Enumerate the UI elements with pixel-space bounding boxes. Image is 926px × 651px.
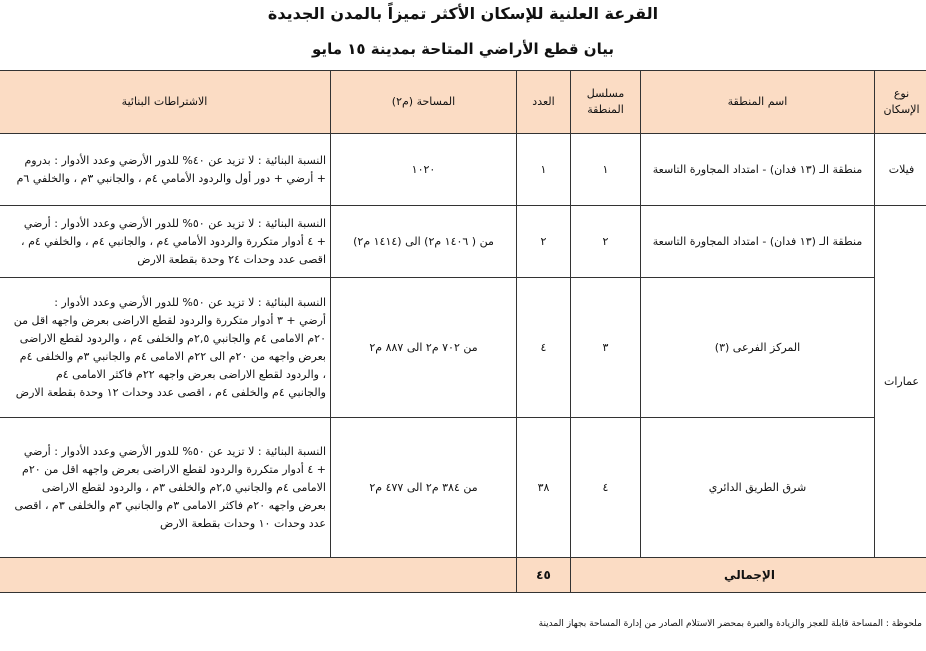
plots-table bbox=[0, 70, 926, 593]
condition-line: الامامى ٤م والجانبي ٢,٥م والخلفى ٣م ، والردود لقطع الاراضى bbox=[41, 480, 326, 494]
header-region-serial: مسلسل المنطقة bbox=[571, 71, 641, 134]
header-count: العدد bbox=[517, 71, 571, 134]
count-cell: ٤ bbox=[517, 278, 571, 418]
conditions-cell bbox=[0, 418, 331, 558]
condition-line: عدد وحدات ١٠ وحدات بقطعة الارض bbox=[160, 516, 326, 530]
condition-line: النسبة البنائية : لا تزيد عن ٤٠% للدور الأرضي وعدد الأدوار : بدروم bbox=[24, 153, 326, 167]
area-cell: من ٣٨٤ م٢ الى ٤٧٧ م٢ bbox=[331, 418, 517, 558]
condition-line: + ٤ أدوار متكررة والردود الأمامي ٤م ، والجانبي ٤م ، والخلفي ٤م ، bbox=[21, 234, 326, 248]
serial-cell: ٢ bbox=[571, 206, 641, 278]
serial-cell: ٤ bbox=[571, 418, 641, 558]
serial-cell: ٣ bbox=[571, 278, 641, 418]
total-label: الإجمالي bbox=[571, 558, 926, 593]
condition-line: اقصى عدد وحدات ٢٤ وحدة بقطعة الارض bbox=[137, 252, 326, 266]
condition-line: النسبة البنائية : لا تزيد عن ٥٠% للدور الأرضي وعدد الأدوار : أرضي bbox=[23, 444, 326, 458]
page-subtitle: بيان قطع الأراضي المتاحة بمدينة ١٥ مايو bbox=[312, 40, 614, 58]
condition-line: النسبة البنائية : لا تزيد عن ٥٠% للدور الأرضي وعدد الأدوار : bbox=[54, 295, 326, 309]
region-name-cell: شرق الطريق الدائري bbox=[641, 418, 875, 558]
region-name-cell: المركز الفرعى (٣) bbox=[641, 278, 875, 418]
header-housing-type: نوع الإسكان bbox=[875, 71, 926, 134]
condition-line: أرضي + ٣ أدوار متكررة والردود لقطع الاراضى بعرض واجهه اقل من bbox=[13, 313, 326, 327]
serial-cell: ١ bbox=[571, 134, 641, 206]
area-cell: من ٧٠٢ م٢ الى ٨٨٧ م٢ bbox=[331, 278, 517, 418]
condition-line: النسبة البنائية : لا تزيد عن ٥٠% للدور الأرضي وعدد الأدوار : أرضي bbox=[23, 216, 326, 230]
header-region-name: اسم المنطقة bbox=[641, 71, 875, 134]
housing-type-cell: فيلات bbox=[875, 134, 926, 206]
condition-line: ٢٠م الامامى ٤م والجانبي ٢,٥م والخلفى ٤م ، والردود لقطع الاراضى bbox=[19, 331, 326, 345]
count-cell: ٣٨ bbox=[517, 418, 571, 558]
table-row bbox=[0, 278, 926, 418]
condition-line: والجانبي ٤م والخلفى ٤م ، اقصى عدد وحدات ١٢ وحدة بقطعة الارض bbox=[15, 385, 326, 399]
table-row bbox=[0, 206, 926, 278]
conditions-cell bbox=[0, 134, 331, 206]
condition-line: ، والردود لقطع الاراضى بعرض واجهه ٢٢م فاكثر الامامى ٤م bbox=[55, 367, 326, 381]
conditions-cell bbox=[0, 206, 331, 278]
count-cell: ١ bbox=[517, 134, 571, 206]
area-cell: من ( ١٤٠٦ م٢) الى (١٤١٤ م٢) bbox=[331, 206, 517, 278]
condition-line: + ٤ أدوار متكررة والردود لقطع الاراضى بعرض واجهه اقل من ٢٠م bbox=[22, 462, 326, 476]
condition-line: + أرضي + دور أول والردود الأمامي ٤م ، والجانبي ٣م ، والخلفي ٦م bbox=[16, 171, 326, 185]
footnote: ملحوظة : المساحة قابلة للعجز والزيادة والعبرة بمحضر الاستلام الصادر من إدارة المساحة بجهاز المدينة bbox=[538, 619, 922, 629]
header-conditions: الاشتراطات البنائية bbox=[0, 71, 331, 134]
total-row bbox=[0, 558, 926, 593]
conditions-cell bbox=[0, 278, 331, 418]
table-row bbox=[0, 134, 926, 206]
table-header-row bbox=[0, 71, 926, 134]
area-cell: ١٠٢٠ bbox=[331, 134, 517, 206]
table-row bbox=[0, 418, 926, 558]
region-name-cell: منطقة الـ (١٣ فدان) - امتداد المجاورة التاسعة bbox=[641, 206, 875, 278]
region-name-cell: منطقة الـ (١٣ فدان) - امتداد المجاورة التاسعة bbox=[641, 134, 875, 206]
total-empty-cell bbox=[0, 558, 517, 593]
condition-line: بعرض واجهه من ٢٠م الى ٢٢م الامامى ٤م والجانبي ٣م والخلفى ٤م bbox=[19, 349, 326, 363]
header-area: المساحة (م٢) bbox=[331, 71, 517, 134]
count-cell: ٢ bbox=[517, 206, 571, 278]
total-count: ٤٥ bbox=[517, 558, 571, 593]
housing-type-cell: عمارات bbox=[875, 206, 926, 558]
condition-line: بعرض واجهه ٢٠م فاكثر الامامى ٣م والجانبي ٣م والخلفى ٣م ، اقصى bbox=[14, 498, 326, 512]
page-title: القرعة العلنية للإسكان الأكثر تميزاً بالمدن الجديدة bbox=[267, 4, 659, 23]
